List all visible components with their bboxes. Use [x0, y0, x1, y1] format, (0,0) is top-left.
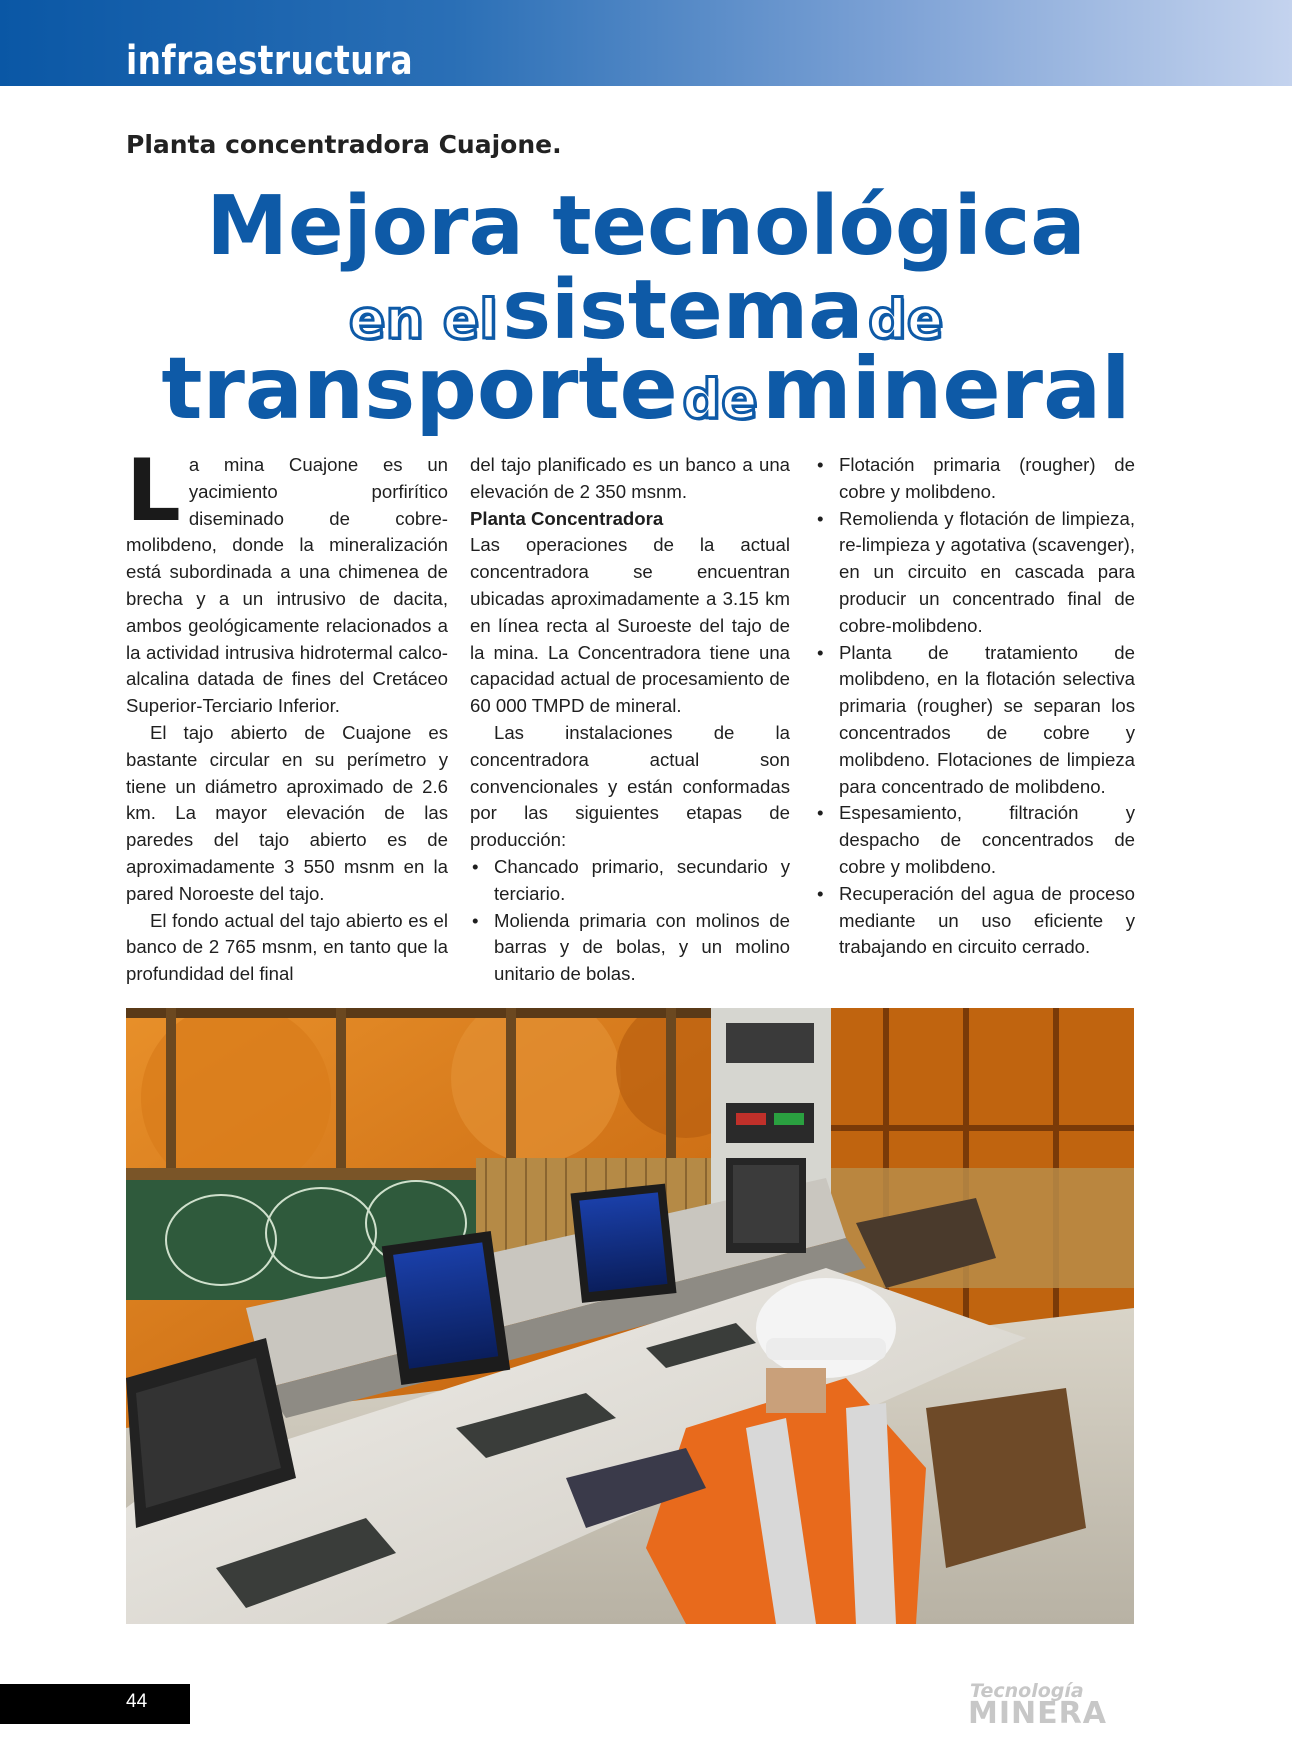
headline-word: Mejora tecnológica: [206, 179, 1086, 274]
paragraph: El tajo abierto de Cuajone es bastante circular en su perímetro y tiene un diámetro aproximado de 2.6 km. La mayor elevación de las paredes del tajo abierto es de aproximadamente 3 550 msnm en la pared Noroeste del tajo.: [126, 721, 448, 904]
paragraph: [126, 441, 448, 720]
section-label: infraestructura: [126, 38, 414, 84]
bullet-list: [815, 452, 1135, 961]
magazine-logo: [968, 1680, 1138, 1731]
headline-word: mineral: [762, 339, 1131, 439]
drop-cap: L: [126, 441, 181, 541]
paragraph: Las operaciones de la actual concentradora se encuentran ubicadas aproximadamente a 3.15 km en línea recta al Suroeste del tajo de la mina. La Concentradora tiene una capacidad actual de procesamiento de 60 000 TMPD de mineral.: [470, 534, 790, 717]
list-item: • Remolienda y flotación de limpieza, re-limpieza y agotativa (scavenger), en un circuito en cascada para producir un concentrado final de cobre-molibdeno.: [815, 506, 1135, 640]
headline-line-3: [0, 339, 1292, 439]
article-column-3: [815, 452, 1135, 961]
subheading: Planta Concentradora: [470, 507, 664, 529]
article-column-2: [470, 452, 790, 988]
page-number-box: [0, 1684, 190, 1724]
logo-text-bottom: MINERA: [968, 1696, 1107, 1731]
page-number: 44: [126, 1691, 148, 1712]
headline-word: sistema: [502, 263, 864, 358]
paragraph: del tajo planificado es un banco a una elevación de 2 350 msnm.: [470, 454, 790, 502]
headline-word: transporte: [161, 339, 678, 439]
list-item: • Molienda primaria con molinos de barras y de bolas, y un molino unitario de bolas.: [470, 908, 790, 988]
list-item: • Flotación primaria (rougher) de cobre y molibdeno.: [815, 452, 1135, 506]
list-item: • Chancado primario, secundario y terciario.: [470, 854, 790, 908]
article-column-1: [126, 441, 448, 988]
control-room-photo: [126, 1008, 1134, 1624]
headline-outline-word: de: [867, 288, 944, 351]
bullet-list: [470, 854, 790, 988]
headline-line-1: [0, 179, 1292, 274]
paragraph: El fondo actual del tajo abierto es el banco de 2 765 msnm, en tanto que la profundidad del final: [126, 909, 448, 985]
list-item: • Planta de tratamiento de molibdeno, en la flotación selectiva primaria (rougher) se separan los concentrados de cobre y molibdeno. Flotaciones de limpieza para concentrado de molibdeno.: [815, 640, 1135, 801]
logo-text-top: Tecnología: [970, 1680, 1084, 1702]
headline-outline-word: en el: [348, 288, 498, 351]
paragraph: Las instalaciones de la concentradora actual son convencionales y están conformadas por las siguientes etapas de producción:: [470, 721, 790, 851]
paragraph-text: a mina Cuajone es un yacimiento porfirítico diseminado de cobre-molibdeno, donde la mineralización está subordinada a una chimenea de brecha y a un intrusivo de dacita, ambos geológicamente relacionados a la actividad intrusiva hidrotermal calco-alcalina datada de fines del Cretáceo Superior-Terciario Inferior.: [126, 454, 448, 717]
article-kicker: Planta concentradora Cuajone.: [126, 130, 562, 159]
list-item: • Espesamiento, filtración y despacho de concentrados de cobre y molibdeno.: [815, 800, 1135, 880]
list-item: • Recuperación del agua de proceso mediante un uso eficiente y trabajando en circuito cerrado.: [815, 881, 1135, 961]
headline-outline-word: de: [682, 368, 758, 431]
